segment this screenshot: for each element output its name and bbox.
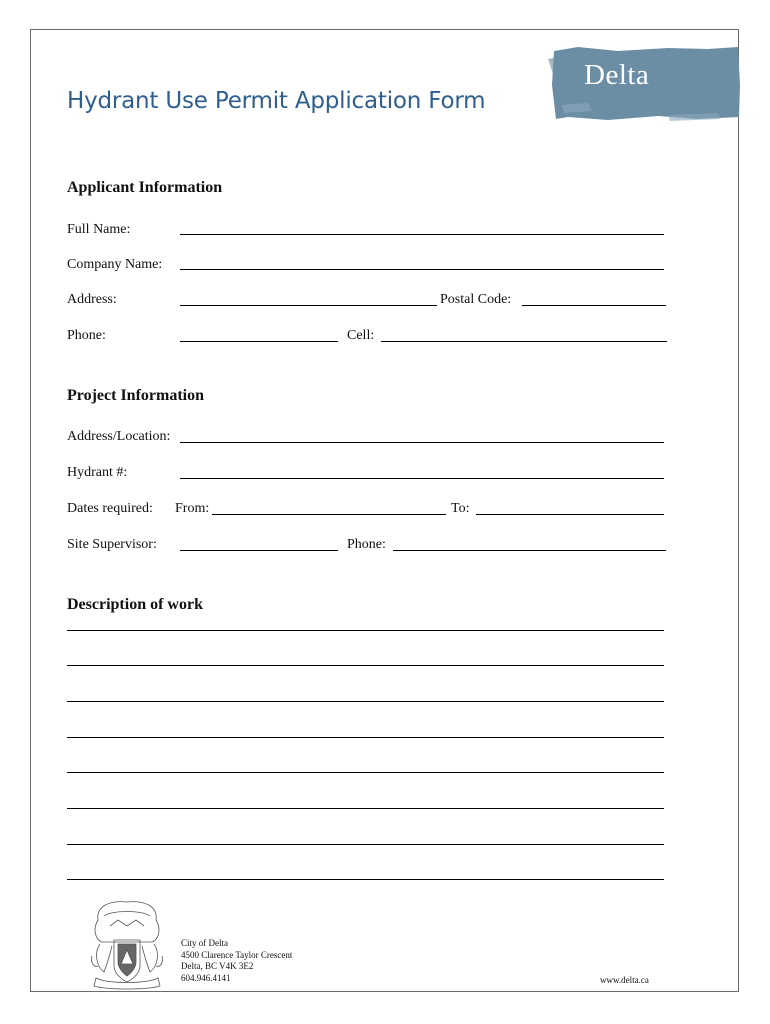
description-line[interactable]	[67, 844, 664, 845]
address-label: Address:	[67, 292, 117, 307]
hydrant-label: Hydrant #:	[67, 465, 128, 480]
to-date-field[interactable]	[476, 514, 664, 515]
from-label: From:	[175, 501, 210, 516]
cell-label: Cell:	[347, 328, 375, 343]
address-location-field[interactable]	[180, 442, 664, 443]
footer-website[interactable]: www.delta.ca	[600, 975, 649, 985]
description-heading: Description of work	[67, 596, 203, 613]
footer-phone: 604.946.4141	[181, 972, 231, 983]
dates-required-label: Dates required:	[67, 501, 153, 516]
applicant-heading: Applicant Information	[67, 179, 223, 196]
description-line[interactable]	[67, 772, 664, 773]
company-name-field[interactable]	[180, 269, 664, 270]
description-line[interactable]	[67, 737, 664, 738]
logo-text: Delta	[584, 59, 650, 91]
site-supervisor-field[interactable]	[180, 550, 338, 551]
footer-org-name: City of Delta	[181, 938, 228, 948]
description-line[interactable]	[67, 808, 664, 809]
hydrant-field[interactable]	[180, 478, 664, 479]
phone-label: Phone:	[67, 328, 106, 343]
form-title: Hydrant Use Permit Application Form	[67, 88, 486, 114]
address-field[interactable]	[180, 305, 437, 306]
description-line[interactable]	[67, 879, 664, 880]
full-name-label: Full Name:	[67, 222, 131, 237]
postal-code-field[interactable]	[522, 305, 666, 306]
postal-code-label: Postal Code:	[440, 292, 512, 307]
cell-field[interactable]	[381, 341, 667, 342]
address-location-label: Address/Location:	[67, 429, 171, 444]
description-line[interactable]	[67, 630, 664, 631]
description-line[interactable]	[67, 701, 664, 702]
site-supervisor-label: Site Supervisor:	[67, 537, 157, 552]
footer-address	[181, 938, 292, 984]
full-name-field[interactable]	[180, 234, 664, 235]
project-heading: Project Information	[67, 387, 204, 404]
supervisor-phone-label: Phone:	[347, 537, 386, 552]
footer-city-line: Delta, BC V4K 3E2	[181, 961, 254, 971]
supervisor-phone-field[interactable]	[393, 550, 666, 551]
from-date-field[interactable]	[212, 514, 446, 515]
company-name-label: Company Name:	[67, 257, 163, 272]
description-line[interactable]	[67, 665, 664, 666]
city-crest-emblem	[88, 896, 166, 990]
to-label: To:	[451, 501, 470, 516]
footer-street: 4500 Clarence Taylor Crescent	[181, 949, 293, 960]
phone-field[interactable]	[180, 341, 338, 342]
